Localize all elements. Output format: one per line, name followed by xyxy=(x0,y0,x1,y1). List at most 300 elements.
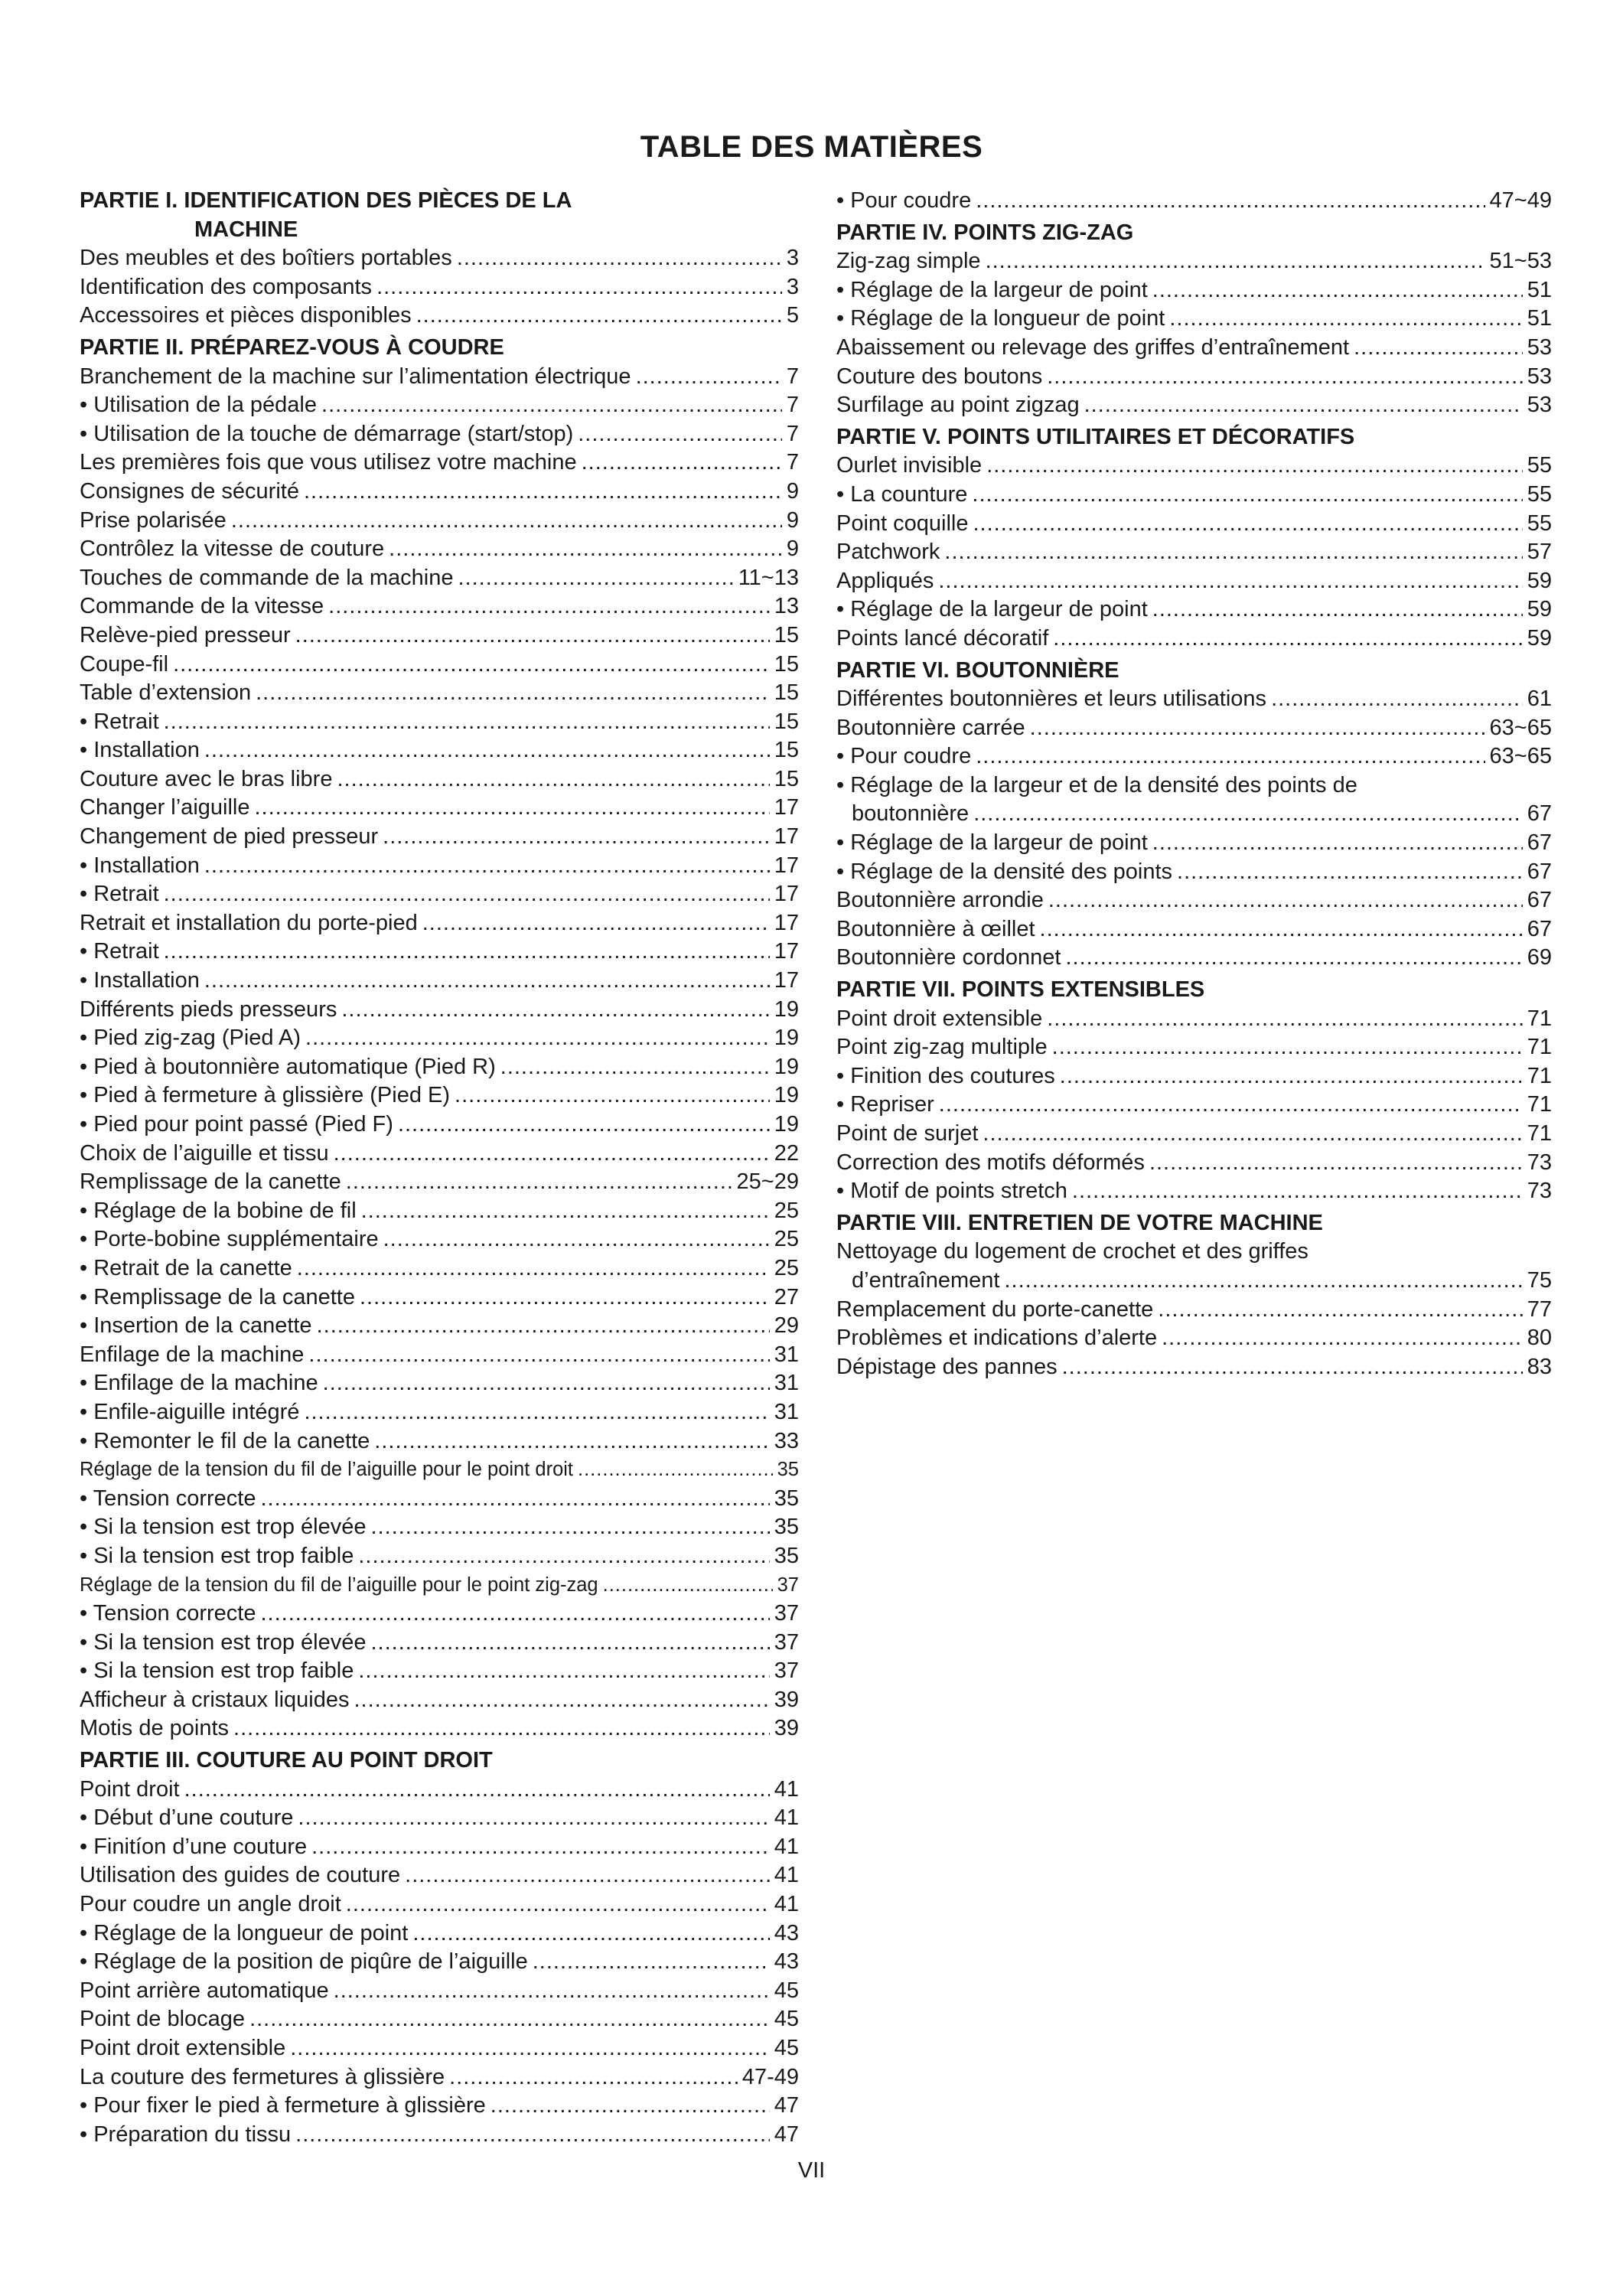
toc-entry[interactable] xyxy=(80,938,799,967)
dot-leader xyxy=(938,567,1522,596)
toc-entry-text: • Réglage de la largeur et de la densité des points de xyxy=(836,772,1357,797)
toc-entry-page: 7 xyxy=(786,421,799,446)
toc-entry-label: • Pour fixer le pied à fermeture à glissière xyxy=(80,2093,486,2118)
toc-entry[interactable] xyxy=(80,448,799,478)
toc-entry[interactable] xyxy=(80,679,799,708)
toc-entry[interactable] xyxy=(836,685,1552,714)
toc-entry-page: 57 xyxy=(1527,540,1552,565)
toc-entry-page: 15 xyxy=(774,680,799,706)
toc-entry[interactable] xyxy=(836,886,1552,915)
toc-entry[interactable] xyxy=(80,1657,799,1686)
toc-entry-page: 71 xyxy=(1527,1092,1552,1117)
toc-entry-label: • Retrait xyxy=(80,882,159,907)
page-title: TABLE DES MATIÈRES xyxy=(640,130,983,164)
toc-entry[interactable] xyxy=(836,858,1552,887)
dot-leader xyxy=(311,1833,770,1862)
toc-entry-page: 7 xyxy=(786,393,799,418)
toc-entry-label: Appliqués xyxy=(836,568,934,593)
toc-entry-label: Point droit xyxy=(80,1776,180,1802)
toc-entry-page: 7 xyxy=(786,450,799,475)
toc-entry-page: 25 xyxy=(774,1227,799,1252)
toc-entry-label: Touches de commande de la machine xyxy=(80,565,454,590)
toc-entry[interactable] xyxy=(80,1456,799,1485)
toc-entry-label: Ourlet invisible xyxy=(836,453,983,478)
toc-entry-page: 31 xyxy=(774,1342,799,1367)
toc-entry-page: 51 xyxy=(1527,277,1552,302)
toc-entry-label: Choix de l’aiguille et tissu xyxy=(80,1140,329,1166)
toc-entry[interactable] xyxy=(836,625,1552,654)
toc-entry[interactable] xyxy=(80,1427,799,1456)
toc-entry[interactable] xyxy=(80,1542,799,1571)
toc-entry-page: 67 xyxy=(1527,801,1552,827)
toc-entry[interactable] xyxy=(836,452,1552,481)
toc-entry[interactable] xyxy=(80,823,799,852)
toc-entry-page: 75 xyxy=(1527,1267,1552,1293)
toc-entry[interactable] xyxy=(836,363,1552,392)
dot-leader xyxy=(603,1571,773,1600)
toc-entry-page: 41 xyxy=(774,1805,799,1831)
toc-entry-label: • Pied pour point passé (Pied F) xyxy=(80,1112,393,1137)
dot-leader xyxy=(376,273,782,302)
toc-entry-page: 19 xyxy=(774,1083,799,1108)
toc-entry-label: Réglage de la tension du fil de l’aiguille pour le point zig-zag xyxy=(80,1574,598,1596)
toc-entry-page: 43 xyxy=(774,1949,799,1975)
toc-entry-page: 5 xyxy=(786,303,799,328)
toc-entry-label: • Si la tension est trop faible xyxy=(80,1658,354,1684)
toc-entry-page: 55 xyxy=(1527,481,1552,507)
toc-entry[interactable] xyxy=(836,1353,1552,1382)
toc-entry[interactable] xyxy=(836,1120,1552,1149)
toc-entry[interactable] xyxy=(836,800,1552,829)
toc-entry[interactable] xyxy=(836,247,1552,276)
toc-entry-label: • Porte-bobine supplémentaire xyxy=(80,1227,379,1252)
toc-entry[interactable] xyxy=(80,1398,799,1427)
toc-entry-page: 59 xyxy=(1527,568,1552,593)
toc-entry-page: 17 xyxy=(774,910,799,935)
toc-entry[interactable] xyxy=(80,2092,799,2121)
toc-entry-label: • Pied zig-zag (Pied A) xyxy=(80,1026,301,1051)
dot-leader xyxy=(422,909,770,938)
toc-entry[interactable] xyxy=(80,765,799,794)
dot-leader xyxy=(1152,595,1523,625)
toc-entry[interactable] xyxy=(80,564,799,593)
toc-entry-page: 67 xyxy=(1527,859,1552,884)
dot-leader xyxy=(1169,305,1522,334)
toc-entry-page: 17 xyxy=(774,939,799,964)
toc-entry-page: 83 xyxy=(1527,1354,1552,1379)
toc-entry[interactable] xyxy=(80,1890,799,1919)
toc-entry-page: 3 xyxy=(786,274,799,299)
dot-leader xyxy=(973,510,1523,539)
dot-leader xyxy=(346,1168,732,1197)
toc-entry[interactable] xyxy=(80,1081,799,1110)
toc-entry[interactable] xyxy=(80,1513,799,1542)
dot-leader xyxy=(1084,391,1523,420)
dot-leader xyxy=(164,880,770,909)
toc-entry-page: 71 xyxy=(1527,1121,1552,1146)
toc-entry-page: 25 xyxy=(774,1198,799,1223)
dot-leader xyxy=(297,1254,770,1283)
toc-entry-label: • Finition des coutures xyxy=(836,1063,1055,1088)
section-heading: PARTIE V. POINTS UTILITAIRES ET DÉCORATIFS xyxy=(836,424,1355,449)
dot-leader xyxy=(249,2005,770,2034)
toc-right-column xyxy=(836,187,1552,1381)
toc-entry-label: • Réglage de la largeur de point xyxy=(836,277,1148,302)
toc-entry-page: 35 xyxy=(774,1515,799,1540)
toc-entry[interactable] xyxy=(80,852,799,881)
toc-entry[interactable] xyxy=(80,1977,799,2006)
toc-entry-label: • Pour coudre xyxy=(836,188,972,213)
toc-entry-page: 37 xyxy=(774,1629,799,1655)
toc-entry[interactable] xyxy=(836,391,1552,420)
toc-entry-page: 71 xyxy=(1527,1063,1552,1088)
toc-entry[interactable] xyxy=(80,273,799,302)
toc-entry-label: Changement de pied presseur xyxy=(80,824,379,850)
toc-entry-page: 25~29 xyxy=(736,1169,799,1195)
toc-entry-label: • Si la tension est trop élevée xyxy=(80,1629,367,1655)
toc-entry-label: • Pour coudre xyxy=(836,744,972,769)
dot-leader xyxy=(233,1714,770,1743)
toc-entry-label: • Réglage de la largeur de point xyxy=(836,830,1148,856)
dot-leader xyxy=(1053,625,1522,654)
toc-entry[interactable] xyxy=(80,1861,799,1890)
toc-entry-page: 53 xyxy=(1527,334,1552,360)
dot-leader xyxy=(398,1110,770,1140)
toc-entry[interactable] xyxy=(836,1296,1552,1325)
toc-entry-label: Des meubles et des boîtiers portables xyxy=(80,246,452,271)
toc-entry[interactable] xyxy=(836,1149,1552,1178)
toc-entry[interactable] xyxy=(836,829,1552,858)
toc-entry-page: 59 xyxy=(1527,597,1552,622)
toc-entry-page: 9 xyxy=(786,478,799,504)
dot-leader xyxy=(358,1657,769,1686)
toc-entry-page: 41 xyxy=(774,1863,799,1888)
toc-entry[interactable] xyxy=(836,915,1552,944)
dot-leader xyxy=(360,1283,770,1313)
toc-entry-label: Boutonnière à œillet xyxy=(836,916,1035,941)
toc-entry-label: La couture des fermetures à glissière xyxy=(80,2064,445,2089)
toc-entry-label: Identification des composants xyxy=(80,274,373,299)
dot-leader xyxy=(334,1140,770,1169)
toc-entry[interactable] xyxy=(836,1062,1552,1091)
toc-entry[interactable] xyxy=(80,967,799,996)
toc-entry[interactable] xyxy=(80,1254,799,1283)
toc-entry-page: 47 xyxy=(774,2093,799,2118)
toc-entry[interactable] xyxy=(80,909,799,938)
toc-entry[interactable] xyxy=(80,1312,799,1341)
dot-leader xyxy=(383,823,770,852)
dot-leader xyxy=(295,2121,770,2150)
toc-entry[interactable] xyxy=(836,187,1552,216)
toc-entry-page: 45 xyxy=(774,1978,799,2003)
dot-leader xyxy=(358,1542,769,1571)
toc-entry-label: • Si la tension est trop faible xyxy=(80,1543,354,1568)
toc-entry[interactable] xyxy=(80,535,799,564)
toc-entry-label: Coupe-fil xyxy=(80,651,169,677)
toc-entry-label: Différents pieds presseurs xyxy=(80,996,337,1022)
toc-entry[interactable] xyxy=(80,592,799,621)
toc-entry[interactable] xyxy=(836,334,1552,363)
toc-entry[interactable] xyxy=(80,1140,799,1169)
toc-entry-page: 63~65 xyxy=(1489,744,1552,769)
toc-entry[interactable] xyxy=(836,1033,1552,1062)
toc-entry-page: 71 xyxy=(1527,1006,1552,1031)
toc-entry[interactable] xyxy=(80,1485,799,1514)
page-number: VII xyxy=(797,2158,826,2183)
toc-entry[interactable] xyxy=(836,742,1552,771)
toc-entry-label: • Réglage de la bobine de fil xyxy=(80,1198,357,1223)
toc-entry-page: 17 xyxy=(774,968,799,993)
toc-entry[interactable] xyxy=(80,621,799,651)
toc-entry[interactable] xyxy=(80,1197,799,1226)
toc-entry-text: Nettoyage du logement de crochet et des griffes xyxy=(836,1239,1309,1264)
dot-leader xyxy=(317,1312,770,1341)
toc-entry[interactable] xyxy=(836,510,1552,539)
toc-entry[interactable] xyxy=(836,1177,1552,1206)
toc-entry-label: • Finitíon d’une couture xyxy=(80,1834,308,1859)
toc-entry[interactable] xyxy=(80,1110,799,1140)
toc-entry-label: Changer l’aiguille xyxy=(80,795,250,820)
toc-entry-label: • Enfile-aiguille intégré xyxy=(80,1399,300,1424)
toc-entry[interactable] xyxy=(80,2005,799,2034)
toc-entry-page: 15 xyxy=(774,766,799,791)
dot-leader xyxy=(983,1120,1522,1149)
toc-entry-page: 69 xyxy=(1527,945,1552,970)
toc-entry-label: • Retrait xyxy=(80,709,159,734)
toc-entry[interactable] xyxy=(80,1919,799,1949)
toc-entry-label: Prise polarisée xyxy=(80,507,227,533)
dot-leader xyxy=(490,2092,770,2121)
toc-entry[interactable] xyxy=(80,1053,799,1082)
toc-entry-page: 15 xyxy=(774,651,799,677)
toc-entry-label: Différentes boutonnières et leurs utilisations xyxy=(836,687,1267,712)
toc-entry[interactable] xyxy=(836,595,1552,625)
toc-entry-label: Retrait et installation du porte-pied xyxy=(80,910,418,935)
toc-entry-page: 73 xyxy=(1527,1150,1552,1175)
toc-entry-label: • Utilisation de la touche de démarrage (start/stop) xyxy=(80,421,574,446)
toc-entry[interactable] xyxy=(80,420,799,449)
section-heading: MACHINE xyxy=(194,217,298,242)
dot-leader xyxy=(458,564,733,593)
toc-entry-label: • Enfilage de la machine xyxy=(80,1371,318,1396)
toc-entry[interactable] xyxy=(836,305,1552,334)
toc-entry-page: 35 xyxy=(774,1543,799,1568)
toc-entry[interactable] xyxy=(80,794,799,823)
toc-entry-page: 45 xyxy=(774,2007,799,2032)
toc-entry[interactable] xyxy=(80,1168,799,1197)
toc-entry[interactable] xyxy=(836,481,1552,510)
toc-entry-page: 13 xyxy=(774,594,799,619)
dot-leader xyxy=(939,1091,1523,1120)
toc-entry[interactable] xyxy=(80,1283,799,1313)
toc-entry[interactable] xyxy=(80,2121,799,2150)
toc-entry-page: 11~13 xyxy=(738,565,799,590)
section-heading: PARTIE VIII. ENTRETIEN DE VOTRE MACHINE xyxy=(836,1210,1323,1235)
toc-entry[interactable] xyxy=(80,651,799,680)
toc-entry[interactable] xyxy=(80,1369,799,1398)
toc-entry-label: • Pied à fermeture à glissière (Pied E) xyxy=(80,1083,451,1108)
toc-entry[interactable] xyxy=(836,714,1552,743)
toc-entry[interactable] xyxy=(80,880,799,909)
toc-entry-page: 37 xyxy=(777,1574,799,1596)
toc-entry-label: Couture des boutons xyxy=(836,364,1043,389)
toc-entry-label: Enfilage de la machine xyxy=(80,1342,305,1367)
toc-entry-page: 55 xyxy=(1527,453,1552,478)
toc-entry[interactable] xyxy=(80,2063,799,2092)
toc-entry-label: Boutonnière arrondie xyxy=(836,888,1044,913)
toc-entry-page: 19 xyxy=(774,1112,799,1137)
dot-leader xyxy=(533,1948,770,1977)
toc-entry-page: 35 xyxy=(777,1459,799,1481)
toc-entry[interactable] xyxy=(80,736,799,765)
dot-leader xyxy=(1047,363,1522,392)
dot-leader xyxy=(304,478,782,507)
toc-entry[interactable] xyxy=(80,1686,799,1715)
toc-entry-label: Utilisation des guides de couture xyxy=(80,1863,401,1888)
toc-entry[interactable] xyxy=(80,1714,799,1743)
toc-entry[interactable] xyxy=(80,1571,799,1600)
toc-entry[interactable] xyxy=(836,567,1552,596)
toc-entry-page: 3 xyxy=(786,246,799,271)
toc-entry[interactable] xyxy=(80,1024,799,1053)
dot-leader xyxy=(578,1456,773,1485)
toc-entry-page: 9 xyxy=(786,507,799,533)
dot-leader xyxy=(1062,1353,1523,1382)
toc-entry[interactable] xyxy=(836,1324,1552,1353)
toc-entry-label: Patchwork xyxy=(836,540,940,565)
toc-left-column xyxy=(80,187,799,2149)
dot-leader xyxy=(370,1513,769,1542)
toc-entry-label: Boutonnière carrée xyxy=(836,715,1025,740)
toc-entry[interactable] xyxy=(80,507,799,536)
toc-entry-page: 35 xyxy=(774,1486,799,1511)
toc-entry[interactable] xyxy=(80,1833,799,1862)
toc-entry-label: Zig-zag simple xyxy=(836,249,981,274)
toc-entry-page: 47 xyxy=(774,2122,799,2147)
toc-entry-page: 41 xyxy=(774,1834,799,1859)
toc-entry[interactable] xyxy=(836,944,1552,973)
toc-entry-label: Point zig-zag multiple xyxy=(836,1035,1048,1060)
section-heading: PARTIE IV. POINTS ZIG-ZAG xyxy=(836,220,1134,245)
dot-leader xyxy=(582,448,782,478)
toc-entry-label: Accessoires et pièces disponibles xyxy=(80,303,412,328)
dot-leader xyxy=(405,1861,770,1890)
toc-entry[interactable] xyxy=(836,276,1552,305)
toc-entry[interactable] xyxy=(80,363,799,392)
toc-entry[interactable] xyxy=(80,1804,799,1833)
dot-leader xyxy=(1030,714,1485,743)
dot-leader xyxy=(204,967,770,996)
dot-leader xyxy=(341,996,769,1025)
toc-entry[interactable] xyxy=(836,538,1552,567)
toc-entry[interactable] xyxy=(836,1005,1552,1034)
dot-leader xyxy=(298,1804,769,1833)
toc-entry-page: 59 xyxy=(1527,625,1552,651)
section-heading: PARTIE II. PRÉPAREZ-VOUS À COUDRE xyxy=(80,334,504,360)
toc-entry-label: • Insertion de la canette xyxy=(80,1313,312,1339)
section-heading: PARTIE VII. POINTS EXTENSIBLES xyxy=(836,977,1205,1003)
dot-leader xyxy=(1048,886,1523,915)
dot-leader xyxy=(164,938,770,967)
section-heading: PARTIE I. IDENTIFICATION DES PIÈCES DE LA xyxy=(80,188,572,213)
toc-entry-label: • La counture xyxy=(836,481,968,507)
toc-entry[interactable] xyxy=(80,1629,799,1658)
toc-entry-page: 39 xyxy=(774,1716,799,1741)
toc-entry-page: 80 xyxy=(1527,1326,1552,1351)
toc-entry-label: Dépistage des pannes xyxy=(836,1354,1058,1379)
dot-leader xyxy=(260,1600,769,1629)
dot-leader xyxy=(295,621,770,651)
toc-entry-label: Boutonnière cordonnet xyxy=(836,945,1061,970)
dot-leader xyxy=(204,736,770,765)
dot-leader xyxy=(412,1919,769,1949)
toc-entry-page: 17 xyxy=(774,824,799,850)
toc-entry[interactable] xyxy=(80,478,799,507)
dot-leader xyxy=(389,535,782,564)
toc-entry[interactable] xyxy=(80,1776,799,1805)
toc-entry[interactable] xyxy=(80,1600,799,1629)
dot-leader xyxy=(370,1629,769,1658)
toc-entry[interactable] xyxy=(836,1267,1552,1296)
dot-leader xyxy=(1354,334,1523,363)
toc-entry-label: Point arrière automatique xyxy=(80,1978,329,2003)
dot-leader xyxy=(1162,1324,1523,1353)
dot-leader xyxy=(361,1197,770,1226)
toc-entry[interactable] xyxy=(80,1341,799,1370)
toc-entry-label: Surfilage au point zigzag xyxy=(836,393,1080,418)
toc-entry-label: • Réglage de la position de piqûre de l’aiguille xyxy=(80,1949,528,1975)
dot-leader xyxy=(184,1776,770,1805)
toc-entry-page: 45 xyxy=(774,2036,799,2060)
dot-leader xyxy=(1072,1177,1523,1206)
toc-entry-page: 67 xyxy=(1527,830,1552,856)
toc-entry-page: 43 xyxy=(774,1920,799,1945)
dot-leader xyxy=(337,765,769,794)
dot-leader xyxy=(457,244,782,273)
toc-entry-page: 22 xyxy=(774,1140,799,1166)
dot-leader xyxy=(500,1053,770,1082)
dot-leader xyxy=(254,794,769,823)
dot-leader xyxy=(231,507,782,536)
toc-entry[interactable] xyxy=(80,996,799,1025)
toc-entry-label: Points lancé décoratif xyxy=(836,625,1049,651)
toc-entry[interactable] xyxy=(836,1091,1552,1120)
dot-leader xyxy=(986,452,1523,481)
toc-entry[interactable] xyxy=(80,2034,799,2063)
dot-leader xyxy=(1152,276,1523,305)
dot-leader xyxy=(321,391,782,420)
toc-entry[interactable] xyxy=(80,244,799,273)
toc-entry[interactable] xyxy=(80,391,799,420)
toc-entry-page: 53 xyxy=(1527,393,1552,418)
toc-entry-page: 19 xyxy=(774,1054,799,1079)
section-heading: PARTIE VI. BOUTONNIÈRE xyxy=(836,657,1119,683)
toc-entry-page: 53 xyxy=(1527,364,1552,389)
toc-entry[interactable] xyxy=(80,708,799,737)
toc-entry[interactable] xyxy=(80,302,799,331)
toc-entry[interactable] xyxy=(80,1225,799,1254)
toc-entry[interactable] xyxy=(80,1948,799,1977)
dot-leader xyxy=(328,592,770,621)
dot-leader xyxy=(354,1686,769,1715)
toc-entry-page: 31 xyxy=(774,1371,799,1396)
toc-entry-label: Couture avec le bras libre xyxy=(80,766,333,791)
toc-entry-page: 15 xyxy=(774,622,799,647)
toc-entry-label: d’entraînement xyxy=(852,1267,1000,1293)
toc-entry-label: Remplacement du porte-canette xyxy=(836,1296,1154,1322)
dot-leader xyxy=(256,679,770,708)
dot-leader xyxy=(290,2034,770,2063)
